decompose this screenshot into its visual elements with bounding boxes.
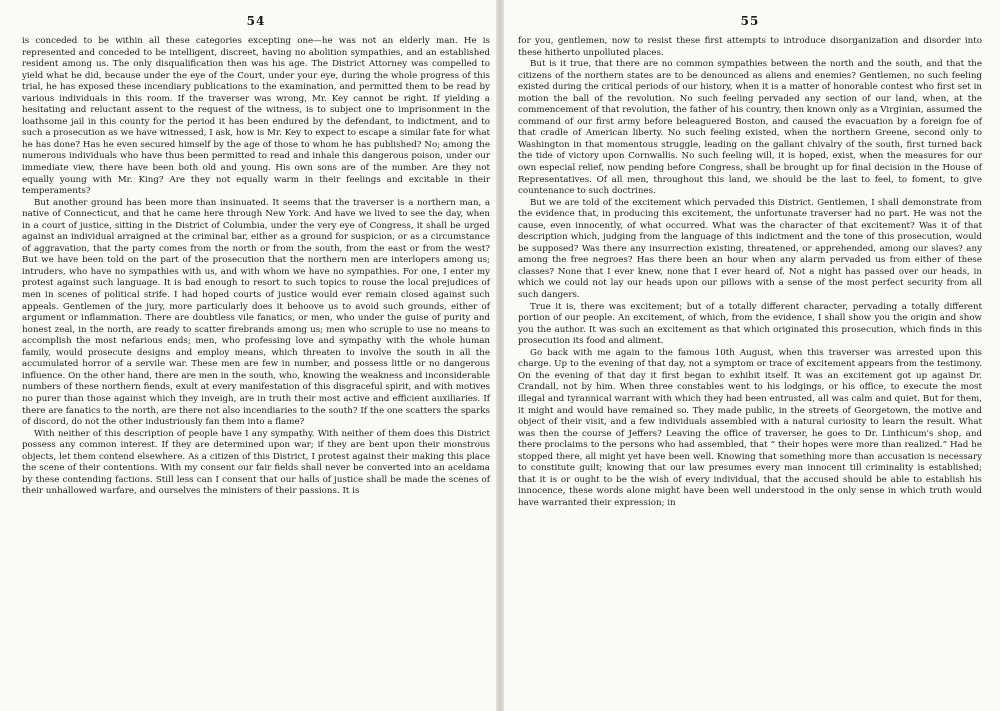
left-page-text <box>22 36 490 498</box>
page-number: 54 <box>246 14 266 28</box>
right-page-text <box>518 36 982 509</box>
paragraph: is conceded to be within all these categories excepting one—he was not an elderly man. He is represented and conceded to be intelligent, discreet, having no abolition sympathies, and an established resident among us. The only disqualification then was his age. The District Attorney was compelled to yield what he did, because under the eye of the Court, under your eye, during the whole progress of this trial, he has exposed these incendiary publications to the examination, and permitted them to be read by various individuals in this room. If the traverser was wrong, Mr. Key cannot be right. If yielding a hesitating and reluctant assent to the request of the witness, is to subject one to imprisonment in the loathsome jail in this county for the period it has been endured by the defendant, to indictment, and to such a prosecution as we have witnessed, I ask, how is Mr. Key to expect to escape a similar fate for what he has done? Has he even secured himself by the age of those to whom he has published? No; among the numerous individuals who have thus been permitted to read and inhale this dangerous poison, under our immediate view, there have been both old and young. His own sons are of the number. Are they not equally young with Mr. King? Are they not equally warm in their feelings and excitable in their temperaments? <box>22 36 490 197</box>
paragraph: But another ground has been more than insinuated. It seems that the traverser is a northern man, a native of Connecticut, and that he came here through New York. And have we lived to see the day, when in a court of justice, sitting in the District of Columbia, under the very eye of Congress, it shall be urged against an individual arraigned at the criminal bar, either as a ground for suspicion, or as a circumstance of aggravation, that the party comes from the north or from the south, from the east or from the west? But we have been told on the part of the prosecution that the northern men are interlopers among us; intruders, who have no sympathies with us, and with whom we have no sympathies. For one, I enter my protest against such language. It is bad enough to resort to such topics to rouse the local prejudices of men in scenes of political strife. I had hoped courts of justice would ever remain closed against such appeals. Gentlemen of the jury, more particularly does it behoove us to avoid such grounds, either of argument or inflammation. There are doubtless vile fanatics, or men, who under the guise of purity and honest zeal, in the north, are ready to scatter firebrands among us; men who scruple to use no means to accomplish the most nefarious ends; men, who professing love and sympathy with the whole human family, would prosecute designs and employ means, which threaten to involve the south in all the accumulated horror of a servile war. These men are few in number, and possess little or no dangerous influence. On the other hand, there are men in the south, who, knowing the weakness and inconsiderable numbers of these northern fiends, exult at every manifestation of this disgraceful spirit, and with motives no purer than those against which they inveigh, are in truth their most active and efficient auxiliaries. If there are fanatics to the north, are there not also incendiaries to the south? If the one scatters the sparks of discord, do not the other industriously fan them into a flame? <box>22 197 490 428</box>
paragraph: for you, gentlemen, now to resist these first attempts to introduce disorganization and disorder into these hitherto unpolluted places. <box>518 36 982 58</box>
left-page <box>0 0 496 711</box>
paragraph: With neither of this description of people have I any sympathy. With neither of them does this District possess any common interest. If they are determined upon war; if they are bent upon their monstrous objects, let them contend elsewhere. As a citizen of this District, I protest against their making this place the scene of their contentions. With my consent our fair fields shall never be converted into an aceldama by these contending factions. Still less can I consent that our halls of justice shall be made the scenes of their unhallowed warfare, and ourselves the ministers of their passions. It is <box>22 428 490 497</box>
paragraph: But we are told of the excitement which pervaded this District. Gentlemen, I shall demonstrate from the evidence that, in producing this excitement, the unfortunate traverser had no part. He was not the cause, even innocently, of what occurred. What was the character of that excitement? Was it of that description which, judging from the language of this indictment and the tone of this prosecution, would be supposed? Was there any insurrection existing, threatened, or apprehended, among our slaves? any among the free negroes? Has there been an hour when any alarm pervaded us from either of these classes? None that I ever knew, none that I ever heard of. Not a night has passed over our heads, in which we could not lay our heads upon our pillows with a sense of the most perfect security from all such dangers. <box>518 197 982 301</box>
page-number: 55 <box>740 14 760 28</box>
book-gutter <box>496 0 504 711</box>
right-page <box>504 0 1000 711</box>
paragraph: But is it true, that there are no common sympathies between the north and the south, and that the citizens of the northern states are to be denounced as aliens and enemies? Gentlemen, no such feeling existed during the critical periods of our history, when it is a matter of honorable contest who first set in motion the ball of the revolution. No such feeling pervaded any section of our land, when, at the commencement of that revolution, the father of his country, then known only as a Virginian, assumed the command of our first army before beleaguered Boston, and caused the evacuation by a foreign foe of that cradle of American liberty. No such feeling existed, when the northern Greene, second only to Washington in that momentous struggle, leading on the gallant chivalry of the south, first turned back the tide of victory upon Cornwallis. No such feeling will, it is hoped, exist, when the measures for our own especial relief, now pending before Congress, shall be brought up for final decision in the House of Representatives. Of all men, throughout this land, we should be the last to feel, to foment, to give countenance to such doctrines. <box>518 59 982 197</box>
paragraph: Go back with me again to the famous 10th August, when this traverser was arrested upon this charge. Up to the evening of that day, not a symptom or trace of excitement appears from the testimony. On the evening of that day it first began to exhibit itself. It was an excitement got up against Dr. Crandall, not by him. When three constables went to his lodgings, or his office, to execute the most illegal and tyrannical warrant with which they had been entrusted, all was calm and quiet. But for them, it might and would have remained so. They made public, in the streets of Georgetown, the motive and object of their visit, and a few individuals assembled with a natural curiosity to learn the result. What was then the course of Jeffers? Leaving the office of traverser, he goes to Dr. Linthicum's shop, and there proclaims to the persons who had assembled, that “ their hopes were more than realized.” Had he stopped there, all might yet have been well. Knowing that something more than accusation is necessary to constitute guilt; knowing that our law presumes every man innocent till criminality is established; that it is or ought to be the wish of every individual, that the accused should be able to establish his innocence, these words alone might have been well understood in the only sense in which truth would have warranted their expression; in <box>518 347 982 508</box>
paragraph: True it is, there was excitement; but of a totally different character, pervading a totally different portion of our people. An excitement, of which, from the evidence, I shall show you the origin and show you the author. It was such an excitement as that which originated this prosecution, which finds in this prosecution its food and aliment. <box>518 301 982 347</box>
